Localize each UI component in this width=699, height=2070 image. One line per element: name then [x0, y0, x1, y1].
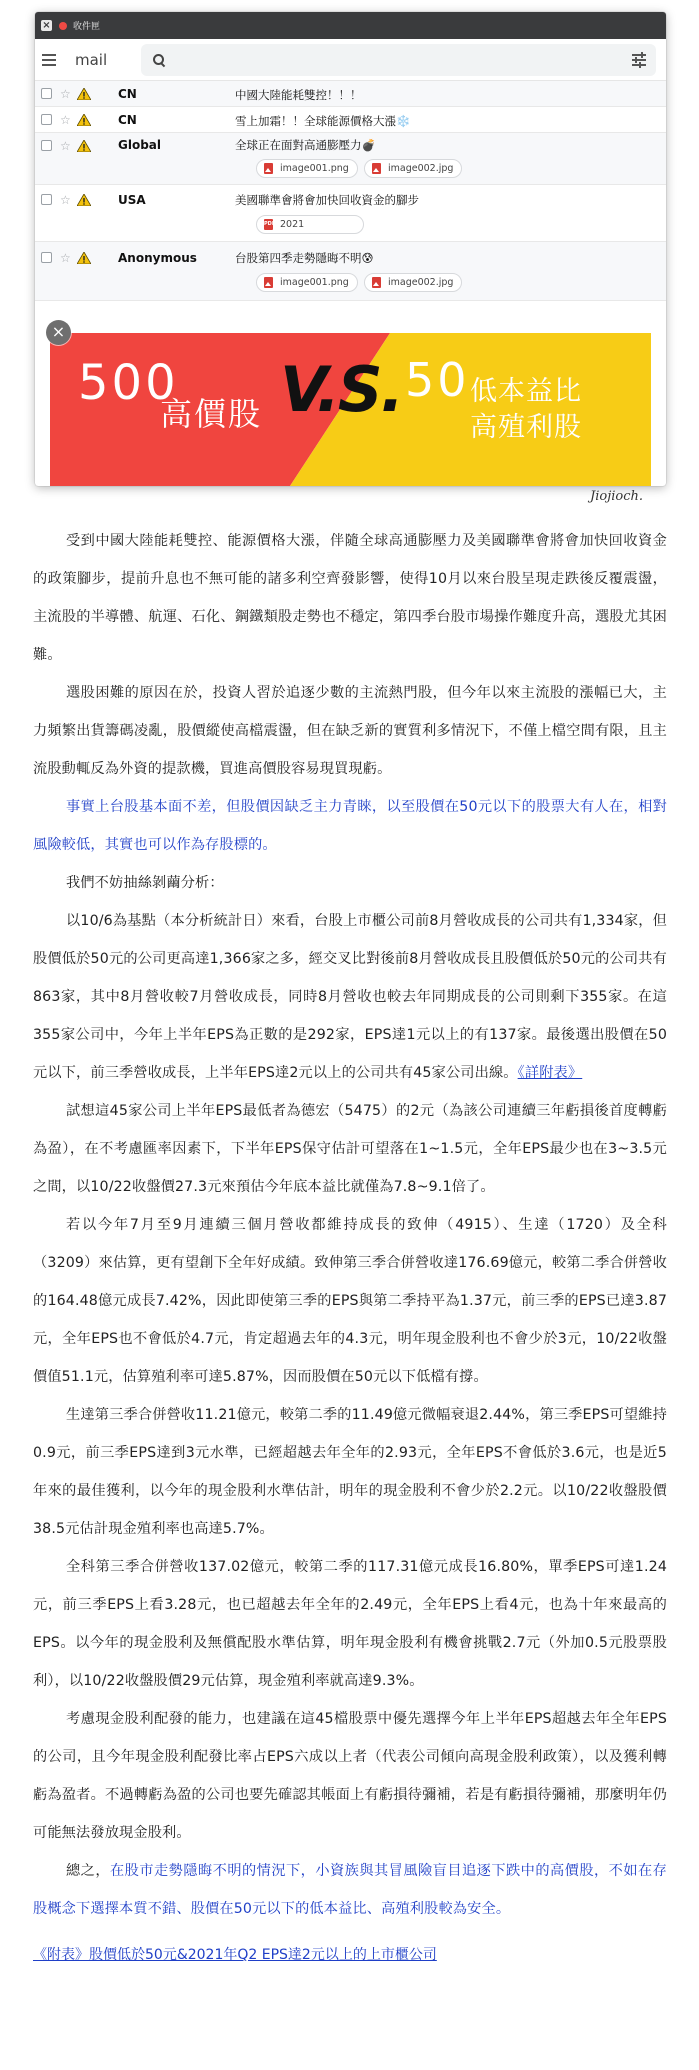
banner-left-number: 500 — [78, 355, 179, 411]
row-checkbox[interactable] — [41, 194, 52, 205]
row-checkbox[interactable] — [41, 88, 52, 99]
mail-row[interactable] — [35, 133, 666, 185]
row-checkbox[interactable] — [41, 252, 52, 263]
image-file-icon — [264, 277, 273, 288]
image-file-icon — [372, 277, 381, 288]
paragraph: 我們不妨抽絲剝繭分析： — [66, 875, 224, 891]
attachment-chip[interactable] — [256, 273, 358, 292]
tune-icon[interactable] — [632, 54, 646, 66]
image-file-icon — [264, 163, 273, 174]
highlight-paragraph: 事實上台股基本面不差，但股價因缺乏主力青睞，以至股價在50元以下的股票大有人在，相對風險較低，其實也可以作為存股標的。 — [33, 799, 667, 853]
star-icon[interactable]: ☆ — [60, 87, 71, 101]
image-file-icon — [372, 163, 381, 174]
banner-right-number: 50 — [405, 353, 470, 407]
app-name: mail — [75, 50, 108, 69]
window-title: 收件匣 — [73, 22, 101, 32]
paragraph: 生達第三季合併營收11.21億元，較第二季的11.49億元微幅衰退2.44%，第三季EPS可望維持0.9元，前三季EPS達到3元水準，已經超越去年全年的2.93元，全年EPS不會低於3.6元，也是近5年來的最佳獲利，以今年的現金股利水準估計，明年的現金股利不會少於2.2元。以10/22收盤股價38.5元估計現金殖利率也高達5.7%。 — [33, 1407, 667, 1537]
attachment-name: image001.png — [280, 277, 349, 288]
search-icon[interactable] — [153, 54, 165, 66]
conclusion-lead: 總之， — [66, 1863, 110, 1879]
mail-toolbar — [35, 39, 666, 81]
star-icon[interactable]: ☆ — [60, 193, 71, 207]
paragraph: 試想這45家公司上半年EPS最低者為德宏（5475）的2元（為該公司連續三年虧損後首度轉虧為盈），在不考慮匯率因素下，下半年EPS保守估計可望落在1~1.5元，全年EPS最少也在3~3.5元之間，以10/22收盤價27.3元來預估今年底本益比就僅為7.8~9.1倍了。 — [33, 1103, 667, 1195]
warning-icon — [77, 140, 91, 152]
mail-window — [35, 12, 666, 486]
appendix-table-link[interactable]: 《附表》股價低於50元&2021年Q2 EPS達2元以上的上市櫃公司 — [33, 1947, 437, 1963]
warning-icon — [77, 88, 91, 100]
mail-row[interactable] — [35, 242, 666, 301]
paragraph: 全科第三季合併營收137.02億元，較第二季的117.31億元成長16.80%，單季EPS可達1.24元，前三季EPS上看3.28元，也已超越去年全年的2.49元，全年EPS上看4元，也為十年來最高的EPS。以今年的現金股利及無償配股水準估算，明年現金股利有機會挑戰2.7元（外加0.5元股票股利），以10/22收盤股價29元估算，現金殖利率就高達9.3%。 — [33, 1559, 667, 1689]
attachment-name: image001.png — [280, 163, 349, 174]
attachment-chip[interactable] — [256, 159, 358, 178]
star-icon[interactable]: ☆ — [60, 113, 71, 127]
attachment-chip[interactable] — [364, 273, 462, 292]
paragraph-text: 以10/6為基點（本分析統計日）來看，台股上市櫃公司前8月營收成長的公司共有1,334家，但股價低於50元的公司更高達1,366家之多，經交叉比對後前8月營收成長且股價低於50元的公司共有863家，其中8月營收較7月營收成長，同時8月營收也較去年同期成長的公司則剩下355家。在這355家公司中，今年上半年EPS為正數的是292家，EPS達1元以上的有137家。最後選出股價在50元以下，前三季營收成長，上半年EPS達2元以上的公司共有45家公司出線。 — [33, 913, 667, 1081]
mail-sender: Global — [118, 138, 162, 152]
window-close-icon[interactable]: × — [42, 20, 51, 31]
star-icon[interactable]: ☆ — [60, 139, 71, 153]
attachment-name: image002.jpg — [388, 163, 454, 174]
paragraph: 若以今年7月至9月連續三個月營收都維持成長的致伸（4915）、生達（1720）及全科（3209）來估算，更有望創下全年好成績。致伸第三季合併營收達176.69億元，較第二季合併營收的164.48億元成長7.42%，因此即使第三季的EPS與第二季持平為1.37元，前三季的EPS已達3.87元，全年EPS也不會低於4.7元，肯定超過去年的4.3元，明年現金股利也不會少於3元，10/22收盤價值51.1元，估算殖利率可達5.87%，因而股價在50元以下低檔有撐。 — [33, 1217, 667, 1385]
detail-table-link[interactable]: 《詳附表》 — [517, 1065, 583, 1081]
pdf-file-icon: PDF — [264, 219, 273, 230]
attachment-name: image002.jpg — [388, 277, 454, 288]
mail-subject: 全球正在面對高通膨壓力💣 — [235, 138, 376, 152]
mail-row[interactable] — [35, 81, 666, 107]
attachment-chip[interactable] — [256, 215, 364, 234]
mail-row[interactable] — [35, 185, 666, 242]
conclusion-highlight: 在股市走勢隱晦不明的情況下，小資族與其冒風險盲目追逐下跌中的高價股，不如在存股概念下選擇本質不錯、股價在50元以下的低本益比、高殖利股較為安全。 — [33, 1863, 667, 1917]
mail-sender: CN — [118, 113, 137, 127]
paragraph — [33, 902, 667, 1092]
mail-sender: CN — [118, 87, 137, 101]
banner-right-label-1: 低本益比 — [470, 376, 582, 407]
paragraph: 受到中國大陸能耗雙控、能源價格大漲，伴隨全球高通膨壓力及美國聯準會將會加快回收資金的政策腳步，提前升息也不無可能的諸多利空齊發影響，使得10月以來台股呈現走跌後反覆震盪，主流股的半導體、航運、石化、鋼鐵類股走勢也不穩定，第四季台股市場操作難度升高，選股尤其困難。 — [33, 533, 667, 663]
record-dot-icon — [59, 22, 67, 30]
article-body — [33, 522, 667, 1974]
author-signature: Jiojioch. — [590, 489, 643, 504]
star-icon[interactable]: ☆ — [60, 251, 71, 265]
row-checkbox[interactable] — [41, 140, 52, 151]
mail-row[interactable] — [35, 107, 666, 133]
mail-subject: 雪上加霜！！全球能源價格大漲❄️ — [235, 114, 411, 128]
mail-subject: 美國聯準會將會加快回收資金的腳步 — [235, 193, 419, 207]
hamburger-menu-icon[interactable] — [42, 54, 56, 66]
row-checkbox[interactable] — [41, 114, 52, 125]
warning-icon — [77, 114, 91, 126]
mail-sender: Anonymous — [118, 251, 197, 265]
paragraph: 考慮現金股利配發的能力，也建議在這45檔股票中優先選擇今年上半年EPS超越去年全年EPS的公司，且今年現金股利配發比率占EPS六成以上者（代表公司傾向高現金股利政策），以及獲利轉虧為盈者。不過轉虧為盈的公司也要先確認其帳面上有虧損待彌補，若是有虧損待彌補，那麼明年仍可能無法發放現金股利。 — [33, 1711, 667, 1841]
mail-subject: 中國大陸能耗雙控！！！ — [235, 88, 362, 102]
mail-subject: 台股第四季走勢隱晦不明😰 — [235, 251, 374, 265]
warning-icon — [77, 252, 91, 264]
banner-vs-label: V.S. — [280, 353, 403, 426]
banner-left-label: 高價股 — [160, 395, 263, 433]
banner-ad[interactable] — [50, 333, 651, 486]
close-icon[interactable]: × — [46, 320, 71, 345]
conclusion-paragraph — [33, 1852, 667, 1928]
attachment-name: 2021 — [280, 219, 305, 230]
banner-right-label-2: 高殖利股 — [470, 412, 582, 443]
attachment-chip[interactable] — [364, 159, 462, 178]
warning-icon — [77, 194, 91, 206]
paragraph: 選股困難的原因在於，投資人習於追逐少數的主流熱門股，但今年以來主流股的漲幅已大，主力頻繁出貨籌碼凌亂，股價縱使高檔震盪，但在缺乏新的實質利多情況下，不僅上檔空間有限，且主流股動輒反為外資的提款機，買進高價股容易現買現虧。 — [33, 685, 667, 777]
window-titlebar — [35, 12, 666, 39]
search-input[interactable] — [141, 44, 656, 76]
mail-sender: USA — [118, 193, 146, 207]
